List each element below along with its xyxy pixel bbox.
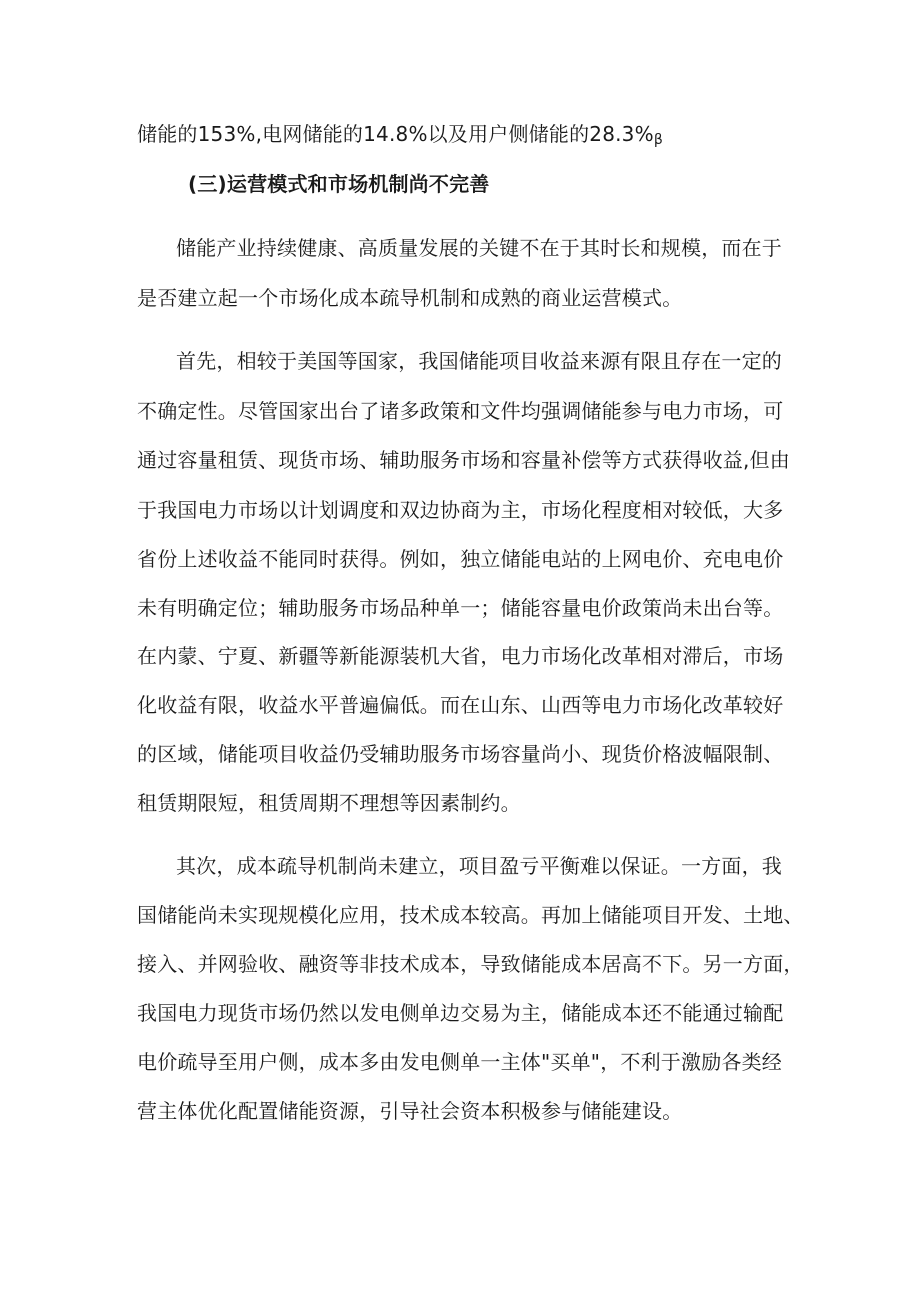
paragraph-1-line-1: 储能产业持续健康、高质量发展的关键不在于其时长和规模，而在于 — [176, 236, 782, 260]
paragraph-2-line-9: 的区域，储能项目收益仍受辅助服务市场容量尚小、现货价格波幅限制、 — [137, 742, 784, 766]
paragraph-3-line-1: 其次，成本疏导机制尚未建立，项目盈亏平衡难以保证。一方面，我 — [176, 854, 782, 878]
paragraph-3-line-3: 接入、并网验收、融资等非技术成本，导致储能成本居高不下。另一方面， — [137, 952, 804, 976]
continued-line-text: 储能的153%,电网储能的14.8%以及用户侧储能的28.3% — [137, 122, 654, 146]
paragraph-1-line-2: 是否建立起一个市场化成本疏导机制和成熟的商业运营模式。 — [137, 286, 683, 310]
paragraph-2-line-10: 租赁期限短，租赁周期不理想等因素制约。 — [137, 791, 521, 815]
paragraph-2-line-7: 在内蒙、宁夏、新疆等新能源装机大省，电力市场化改革相对滞后，市场 — [137, 644, 784, 668]
paragraph-3-line-6: 营主体优化配置储能资源，引导社会资本积极参与储能建设。 — [137, 1099, 683, 1123]
paragraph-2-line-3: 通过容量租赁、现货市场、辅助服务市场和容量补偿等方式获得收益,但由 — [137, 448, 790, 472]
continued-line — [137, 121, 663, 153]
paragraph-2-line-1: 首先，相较于美国等国家，我国储能项目收益来源有限且存在一定的 — [176, 349, 782, 373]
paragraph-3-line-4: 我国电力现货市场仍然以发电侧单边交易为主，储能成本还不能通过输配 — [137, 1001, 784, 1025]
paragraph-3-line-5: 电价疏导至用户侧，成本多由发电侧单一主体"买单"，不利于激励各类经 — [137, 1050, 782, 1074]
paragraph-2-line-5: 省份上述收益不能同时获得。例如，独立储能电站的上网电价、充电电价 — [137, 547, 784, 571]
paragraph-2-line-4: 于我国电力市场以计划调度和双边协商为主，市场化程度相对较低，大多 — [137, 498, 784, 522]
paragraph-2-line-2: 不确定性。尽管国家出台了诸多政策和文件均强调储能参与电力市场，可 — [137, 399, 784, 423]
paragraph-3-line-2: 国储能尚未实现规模化应用，技术成本较高。再加上储能项目开发、土地、 — [137, 903, 804, 927]
section-heading: (三)运营模式和市场机制尚不完善 — [188, 172, 490, 196]
paragraph-2-line-6: 未有明确定位；辅助服务市场品种单一；储能容量电价政策尚未出台等。 — [137, 596, 784, 620]
paragraph-2-line-8: 化收益有限，收益水平普遍偏低。而在山东、山西等电力市场化改革较好 — [137, 693, 784, 717]
continued-line-tail: β — [653, 132, 663, 148]
